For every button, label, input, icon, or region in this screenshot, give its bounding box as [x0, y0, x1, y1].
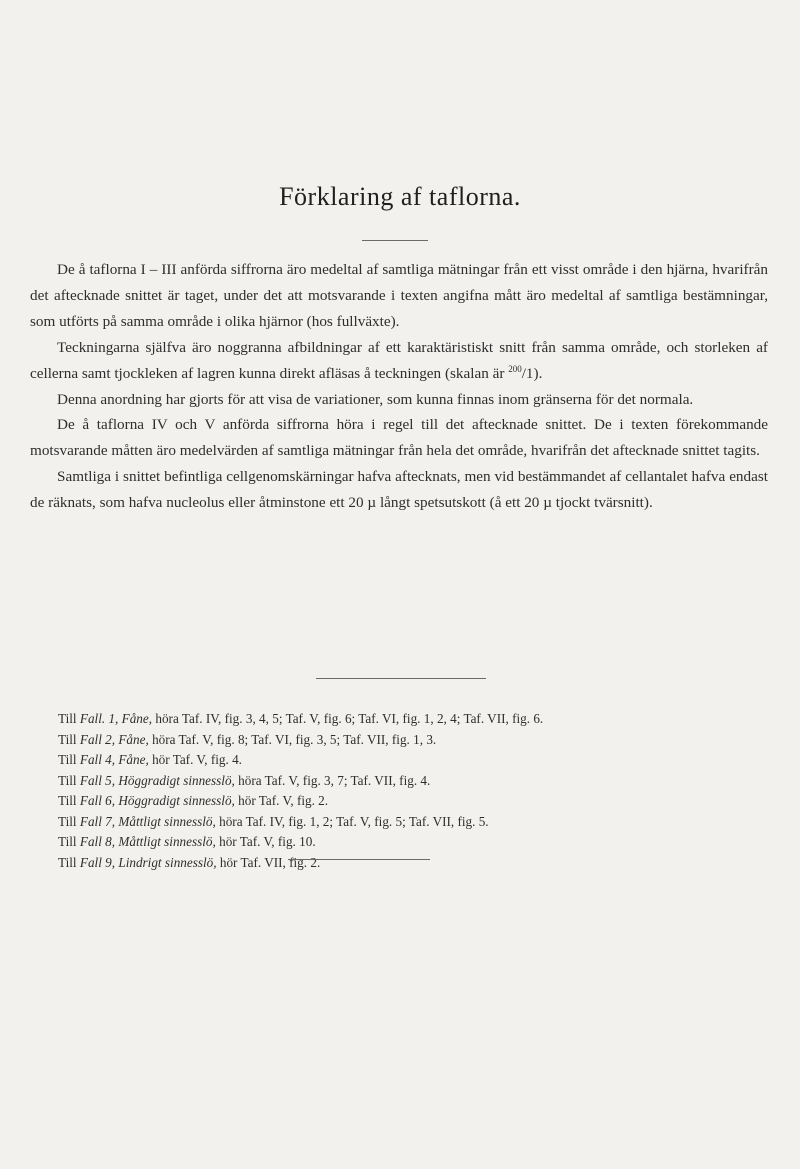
case-entry [30, 812, 768, 833]
case-references: höra Taf. V, fig. 8; Taf. VI, fig. 3, 5; Taf. VII, fig. 1, 3. [152, 731, 437, 747]
case-entry [30, 832, 768, 853]
case-till: Till [58, 731, 77, 747]
case-till: Till [58, 752, 77, 767]
scale-numerator: 200 [508, 363, 522, 374]
case-references: hör Taf. VII, fig. 2. [219, 854, 321, 870]
case-description: Måttligt sinnesslö, [118, 834, 216, 849]
paragraph-2 [30, 335, 768, 387]
case-number: Fall 7, [79, 813, 116, 829]
case-description: Fåne, [121, 711, 153, 726]
case-references: hör Taf. V, fig. 10. [219, 834, 316, 849]
case-description: Höggradigt sinnesslö, [118, 793, 235, 808]
case-references: hör Taf. V, fig. 4. [152, 752, 242, 767]
case-references: höra Taf. IV, fig. 3, 4, 5; Taf. V, fig. 6; Taf. VI, fig. 1, 2, 4; Taf. VII, fig. 6. [155, 711, 544, 726]
case-description: Höggradigt sinnesslö, [118, 772, 235, 788]
case-till: Till [58, 772, 77, 788]
case-description: Lindrigt sinnesslö, [118, 854, 217, 870]
case-references: hör Taf. V, fig. 2. [238, 793, 329, 808]
case-description: Måttligt sinnesslö, [118, 813, 216, 829]
paragraph-4: De å taflorna IV och V anförda siffrorna höra i regel till det aftecknade snittet. De i texten förekommande motsvarande måtten äro medelvärden af samtliga mätningar från hela det område, hvarifrån det aftecknade snittet tagits. [30, 416, 768, 460]
paragraph-3: Denna anordning har gjorts för att visa de variationer, som kunna finnas inom gränserna för det normala. [57, 390, 694, 408]
case-entry [30, 730, 768, 751]
case-list [30, 709, 768, 873]
case-description: Fåne, [118, 752, 149, 767]
page-title: Förklaring af taflorna. [279, 182, 521, 211]
case-number: Fall 9, [79, 854, 116, 870]
case-entry [30, 853, 768, 874]
scale-denominator: /1 [521, 364, 534, 382]
case-till: Till [58, 813, 77, 829]
case-number: Fall 4, [79, 752, 116, 767]
case-entry [30, 709, 768, 730]
section-divider [316, 678, 486, 679]
case-till: Till [58, 834, 77, 849]
explanation-body [30, 257, 768, 516]
case-references: höra Taf. IV, fig. 1, 2; Taf. V, fig. 5; Taf. VII, fig. 5. [219, 813, 489, 829]
paragraph-2-end: ). [533, 364, 543, 382]
title-divider [362, 240, 428, 241]
case-entry [30, 750, 768, 771]
paragraph-2-text: Teckningarna själfva äro noggranna afbildningar af ett karaktäristiskt snitt från samma område, och storleken af cellerna samt tjockleken af lagren kunna direkt afläsas å teckningen (skalan är [30, 338, 768, 382]
case-number: Fall 5, [79, 772, 116, 788]
paragraph-1: De å taflorna I – III anförda siffrorna äro medeltal af samtliga mätningar från ett visst område i den hjärna, hvarifrån det aftecknade snittet är taget, under det att motsvarande i texten angifna mått äro medeltal af samtliga bestämningar, som utförts på samma område i olika hjärnor (hos fullväxte). [30, 261, 768, 330]
footer-divider [288, 859, 430, 860]
case-till: Till [58, 854, 77, 870]
case-references: höra Taf. V, fig. 3, 7; Taf. VII, fig. 4. [238, 772, 431, 788]
case-number: Fall. 1, [79, 711, 119, 726]
case-till: Till [58, 711, 77, 726]
case-entry [30, 771, 768, 792]
case-entry [30, 791, 768, 812]
case-till: Till [58, 793, 77, 808]
case-description: Fåne, [118, 731, 149, 747]
case-number: Fall 2, [79, 731, 116, 747]
paragraph-5: Samtliga i snittet befintliga cellgenomskärningar hafva aftecknats, men vid bestämmandet af cellantalet hafva endast de räknats, som hafva nucleolus eller åtminstone ett 20 µ långt spetsutskott (å ett 20 µ tjockt tvärsnitt). [30, 468, 768, 512]
case-number: Fall 6, [79, 793, 116, 808]
case-number: Fall 8, [79, 834, 116, 849]
